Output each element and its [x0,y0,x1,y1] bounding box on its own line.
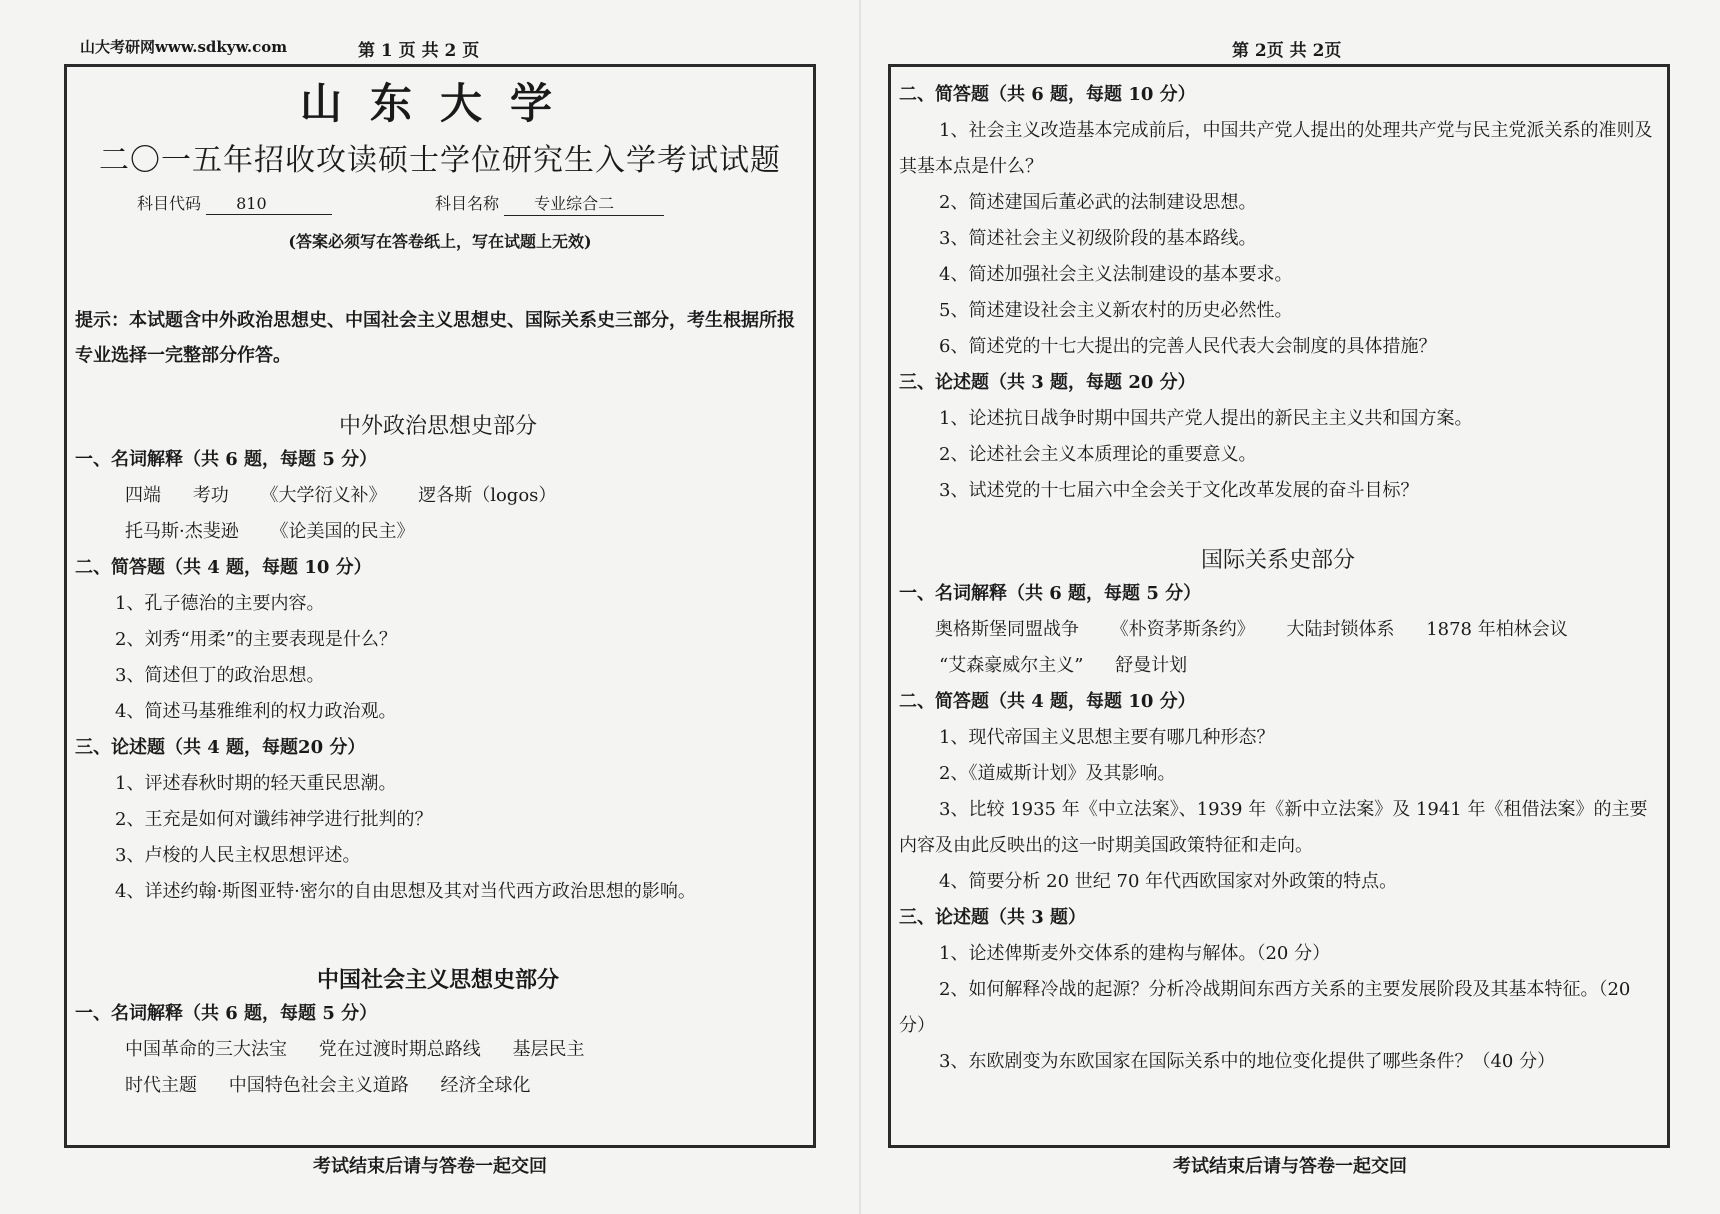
page-footer: 考试结束后请与答卷一起交回 [313,1156,547,1177]
part3 [899,543,1657,1080]
exam-frame [64,64,816,1148]
question-item: 1、孔子德治的主要内容。 [115,593,325,614]
term: 中国革命的三大法宝 [125,1039,287,1060]
part1-q2-head: 二、简答题（共 4 题，每题 10 分） [75,557,372,578]
part3-q1-head: 一、名词解释（共 6 题，每题 5 分） [899,583,1202,604]
term: 基层民主 [512,1039,585,1060]
part1-q1-row1 [75,478,801,514]
subject-code-value: 810 [206,194,332,215]
question-item: 3、简述但丁的政治思想。 [115,665,325,686]
part2-q1-head: 一、名词解释（共 6 题，每题 5 分） [75,1003,378,1024]
term: 经济全球化 [440,1075,531,1096]
part1 [75,409,801,910]
question-item: 3、东欧剧变为东欧国家在国际关系中的地位变化提供了哪些条件？（40 分） [939,1051,1556,1072]
term: 《论美国的民主》 [270,521,415,542]
question-item: 4、简要分析 20 世纪 70 年代西欧国家对外政策的特点。 [939,871,1398,892]
part2-q3-head: 三、论述题（共 3 题，每题 20 分） [899,372,1196,393]
university-name: 山东大学 [299,79,580,128]
page-number: 第 2页 共 2页 [1232,41,1342,61]
term: 考功 [192,485,229,506]
question-item: 2、简述建国后董必武的法制建设思想。 [939,192,1257,213]
exam-page-2 [860,0,1720,1214]
term: 逻各斯（logos） [418,485,557,506]
question-item: 2、刘秀“用柔”的主要表现是什么？ [115,629,397,650]
question-item: 2、论述社会主义本质理论的重要意义。 [939,444,1257,465]
tip-block [75,303,801,373]
term: 《朴资茅斯条约》 [1110,619,1255,640]
exam-title: 二〇一五年招收攻读硕士学位研究生入学考试试题 [99,143,781,178]
part3-q1-row1 [899,612,1657,648]
term: 托马斯·杰斐逊 [125,521,239,542]
term: 奥格斯堡同盟战争 [935,619,1079,640]
question-item: 1、论述抗日战争时期中国共产党人提出的新民主主义共和国方案。 [939,408,1473,429]
part2-q1-row2 [75,1068,801,1104]
question-item: 3、试述党的十七届六中全会关于文化改革发展的奋斗目标？ [939,480,1419,501]
part2-continued [899,77,1657,509]
exam-frame [888,64,1670,1148]
tip-text: 提示：本试题含中外政治思想史、中国社会主义思想史、国际关系史三部分，考生根据所报专业选择一完整部分作答。 [75,310,795,366]
question-item: 2、王充是如何对谶纬神学进行批判的？ [115,809,433,830]
page-header-left [80,36,287,57]
term: “艾森豪威尔主义” [939,655,1084,676]
question-item: 1、现代帝国主义思想主要有哪几种形态？ [939,727,1275,748]
question-item: 6、简述党的十七大提出的完善人民代表大会制度的具体措施？ [939,336,1437,357]
part1-q3-head: 三、论述题（共 4 题，每题20 分） [75,737,366,758]
part3-q1-row2 [899,648,1657,684]
part2 [75,963,801,1104]
question-item: 4、简述加强社会主义法制建设的基本要求。 [939,264,1293,285]
subject-name-value: 专业综合二 [504,191,664,216]
term: 党在过渡时期总路线 [318,1039,481,1060]
site-watermark: 山大考研网www.sdkyw.com [80,38,288,56]
question-item: 3、比较 1935 年《中立法案》、1939 年《新中立法案》及 1941 年《租借法案》的主要内容及由此反映出的这一时期美国政策特征和走向。 [899,799,1648,856]
part1-q1-row2 [75,514,801,550]
page-number: 第 1 页 共 2 页 [358,41,480,61]
term: 时代主题 [125,1075,197,1096]
question-item: 1、评述春秋时期的轻天重民思潮。 [115,773,397,794]
question-item: 5、简述建设社会主义新农村的历史必然性。 [939,300,1293,321]
subject-name-row [435,191,664,216]
answer-notice: (答案必须写在答卷纸上，写在试题上无效) [288,232,592,251]
question-item: 1、论述俾斯麦外交体系的建构与解体。（20 分） [939,943,1331,964]
term: 中国特色社会主义道路 [228,1075,409,1096]
part1-q1-head: 一、名词解释（共 6 题，每题 5 分） [75,449,378,470]
subject-code-label: 科目代码 [137,194,202,213]
question-item: 2、《道威斯计划》及其影响。 [939,763,1176,784]
term: 1878 年柏林会议 [1426,619,1568,640]
subject-name-label: 科目名称 [435,194,500,213]
question-item: 3、卢梭的人民主权思想评述。 [115,845,361,866]
part3-q3-head: 三、论述题（共 3 题） [899,907,1087,928]
question-item: 3、简述社会主义初级阶段的基本路线。 [939,228,1257,249]
question-item: 4、简述马基雅维利的权力政治观。 [115,701,397,722]
question-item: 1、社会主义改造基本完成前后，中国共产党人提出的处理共产党与民主党派关系的准则及其基本点是什么？ [899,120,1653,177]
term: 大陆封锁体系 [1286,619,1395,640]
part2-title: 中国社会主义思想史部分 [316,968,559,993]
part2-q1-row1 [75,1032,801,1068]
question-item: 4、详述约翰·斯图亚特·密尔的自由思想及其对当代西方政治思想的影响。 [115,881,696,902]
part3-q2-head: 二、简答题（共 4 题，每题 10 分） [899,691,1196,712]
part2-q2-head: 二、简答题（共 6 题，每题 10 分） [899,84,1196,105]
question-item: 2、如何解释冷战的起源？分析冷战期间东西方关系的主要发展阶段及其基本特征。（20 分） [899,979,1631,1036]
term: 舒曼计划 [1115,655,1188,676]
term: 《大学衍义补》 [260,485,387,506]
subject-code-row [137,191,332,215]
term: 四端 [125,485,161,506]
part3-title: 国际关系史部分 [1200,548,1355,573]
part1-title: 中外政治思想史部分 [338,414,537,439]
page-footer: 考试结束后请与答卷一起交回 [1173,1156,1407,1177]
